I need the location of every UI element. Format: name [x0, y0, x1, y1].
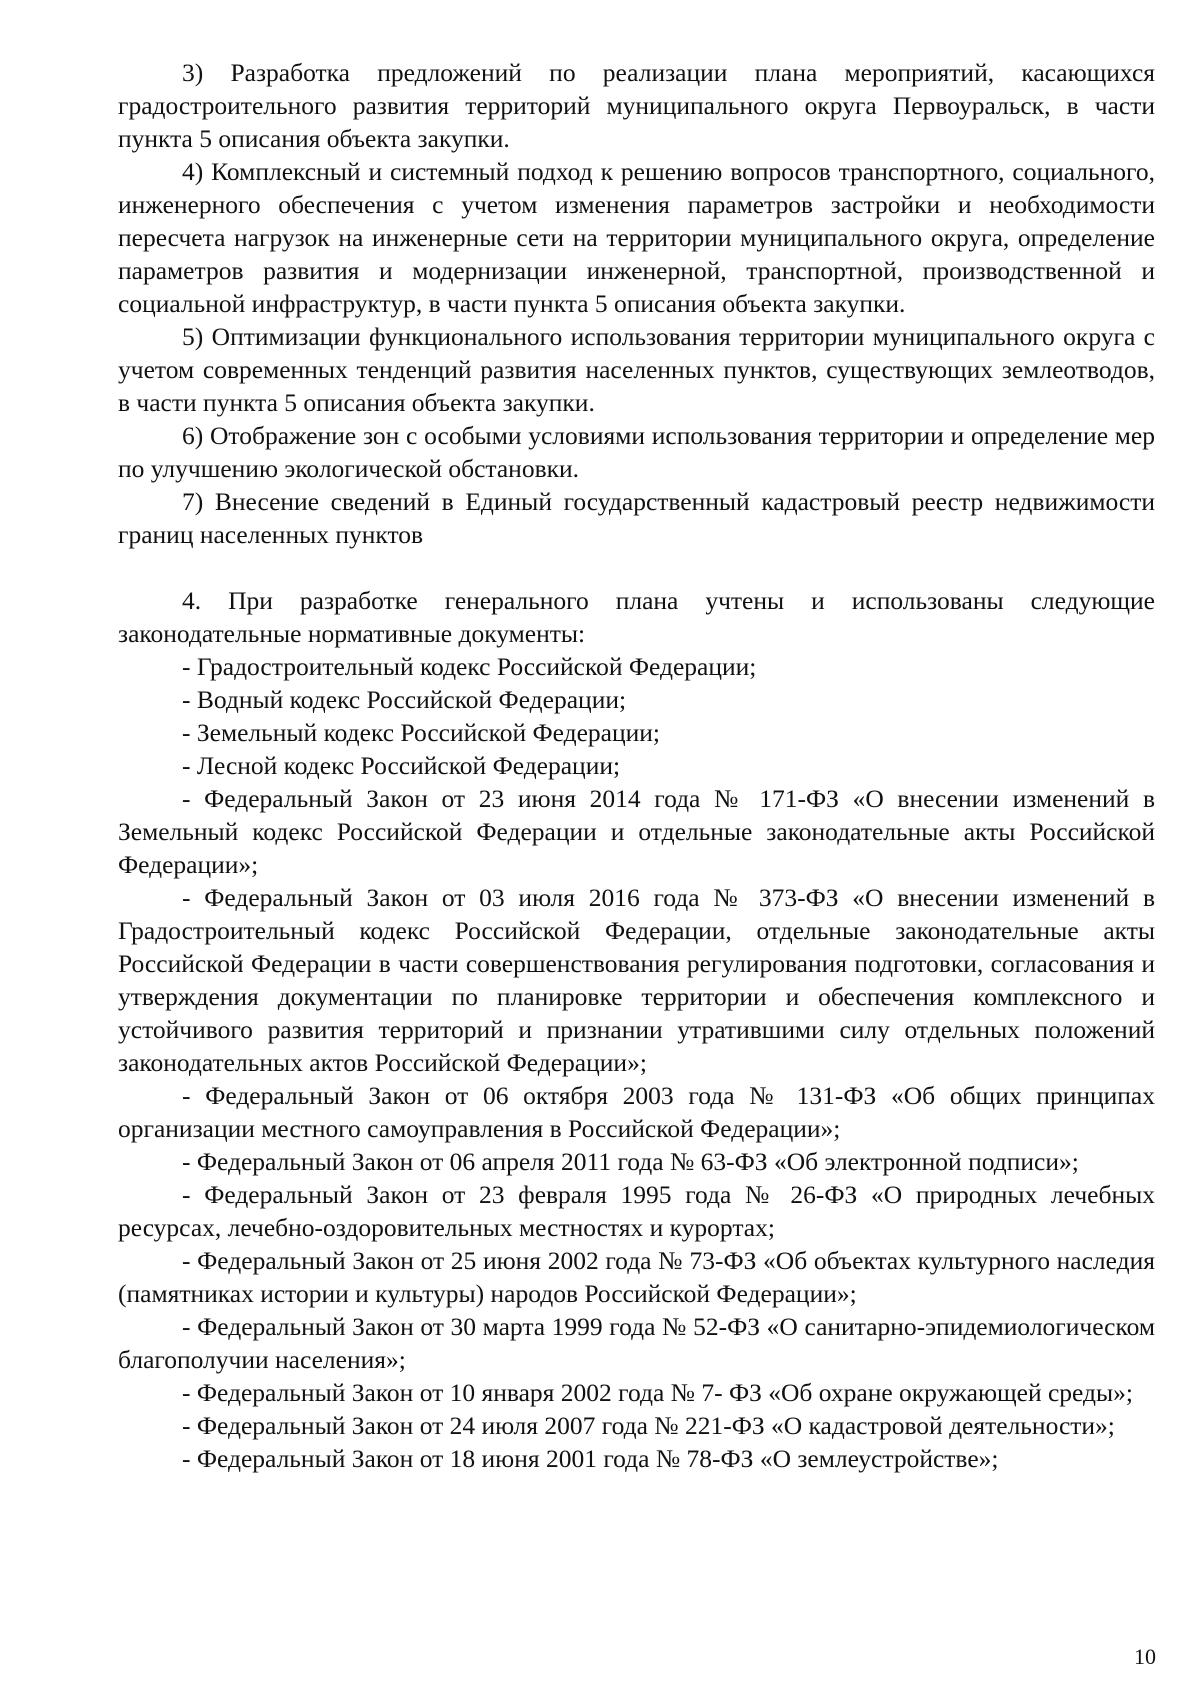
legal-document-item: - Федеральный Закон от 23 июня 2014 года № 171-ФЗ «О внесении изменений в Земельный кодекс Российской Федерации и отдельные законодательные акты Российской Федерации»; [118, 784, 1155, 879]
paragraph-item-4: 4) Комплексный и системный подход к решению вопросов транспортного, социального, инженерного обеспечения с учетом изменения параметров застройки и необходимости пересчета нагрузок на инженерные сети на территории муниципального округа, определение параметров развития и модернизации инженерной, транспортной, производственной и социальной инфраструктур, в части пункта 5 описания объекта закупки. [118, 157, 1155, 318]
legal-document-item: - Федеральный Закон от 18 июня 2001 года № 78-ФЗ «О землеустройстве»; [182, 1444, 999, 1473]
legal-document-item: - Федеральный Закон от 03 июля 2016 года № 373-ФЗ «О внесении изменений в Градостроительный кодекс Российской Федерации, отдельные законодательные акты Российской Федерации в части совершенствования регулирования подготовки, согласования и утверждения документации по планировке территории и обеспечения комплексного и устойчивого развития территорий и признании утратившими силу отдельных положений законодательных актов Российской Федерации»; [118, 883, 1155, 1077]
section-gap [118, 551, 1155, 584]
legal-document-item: - Водный кодекс Российской Федерации; [182, 685, 627, 714]
legal-document-item: - Градостроительный кодекс Российской Федерации; [182, 652, 757, 681]
legal-document-item: - Федеральный Закон от 30 марта 1999 года № 52-ФЗ «О санитарно-эпидемиологическом благополучии населения»; [118, 1312, 1155, 1374]
section-4-intro: 4. При разработке генерального плана учтены и использованы следующие законодательные нормативные документы: [118, 586, 1155, 648]
paragraph-item-6: 6) Отображение зон с особыми условиями использования территории и определение мер по улучшению экологической обстановки. [118, 421, 1155, 483]
paragraph-item-3: 3) Разработка предложений по реализации плана мероприятий, касающихся градостроительного развития территорий муниципального округа Первоуральск, в части пункта 5 описания объекта закупки. [118, 58, 1155, 153]
paragraph-item-5: 5) Оптимизации функционального использования территории муниципального округа с учетом современных тенденций развития населенных пунктов, существующих землеотводов, в части пункта 5 описания объекта закупки. [118, 322, 1155, 417]
legal-document-item: - Федеральный Закон от 06 апреля 2011 года № 63-ФЗ «Об электронной подписи»; [182, 1147, 1079, 1176]
paragraph-item-7: 7) Внесение сведений в Единый государственный кадастровый реестр недвижимости границ населенных пунктов [118, 487, 1155, 549]
legal-document-item: - Лесной кодекс Российской Федерации; [182, 751, 621, 780]
document-page [118, 56, 1155, 1475]
legal-document-item: - Федеральный Закон от 23 февраля 1995 года № 26-ФЗ «О природных лечебных ресурсах, лечебно-оздоровительных местностях и курортах; [118, 1180, 1155, 1242]
legal-document-item: - Федеральный Закон от 25 июня 2002 года № 73-ФЗ «Об объектах культурного наследия (памятниках истории и культуры) народов Российской Федерации»; [118, 1246, 1155, 1308]
legal-document-item: - Федеральный Закон от 10 января 2002 года № 7- ФЗ «Об охране окружающей среды»; [182, 1378, 1133, 1407]
legal-document-item: - Федеральный Закон от 06 октября 2003 года № 131-ФЗ «Об общих принципах организации местного самоуправления в Российской Федерации»; [118, 1081, 1155, 1143]
legal-document-item: - Федеральный Закон от 24 июля 2007 года № 221-ФЗ «О кадастровой деятельности»; [182, 1411, 1115, 1440]
page-number: 10 [1134, 1644, 1156, 1669]
legal-document-item: - Земельный кодекс Российской Федерации; [182, 718, 660, 747]
